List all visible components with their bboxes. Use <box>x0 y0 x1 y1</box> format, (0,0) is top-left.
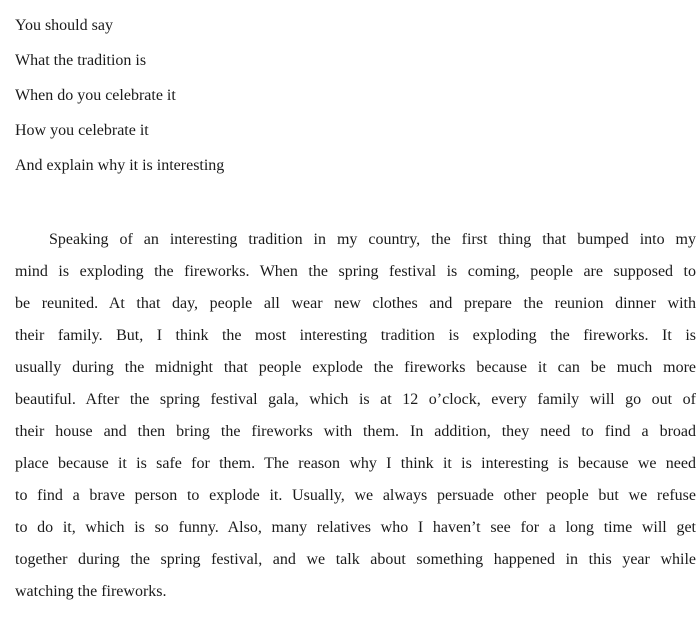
essay-line: watching the fireworks. <box>15 583 167 600</box>
prompt-line: How you celebrate it <box>15 122 149 139</box>
essay-line: to do it, which is so funny. Also, many relatives who I haven’t see for a long time will get <box>15 519 696 536</box>
prompt-list <box>15 18 224 193</box>
prompt-line: When do you celebrate it <box>15 87 176 104</box>
essay-line: usually during the midnight that people explode the fireworks because it can be much more <box>15 359 696 376</box>
essay-line: their family. But, I think the most interesting tradition is exploding the fireworks. It is <box>15 327 696 344</box>
essay-line: be reunited. At that day, people all wear new clothes and prepare the reunion dinner with <box>15 295 696 312</box>
prompt-line: You should say <box>15 17 113 34</box>
essay-line: Speaking of an interesting tradition in my country, the first thing that bumped into my <box>49 231 696 248</box>
essay-line: place because it is safe for them. The reason why I think it is interesting is because we need <box>15 455 696 472</box>
essay-paragraph <box>15 231 696 615</box>
essay-line: together during the spring festival, and we talk about something happened in this year while <box>15 551 696 568</box>
essay-line: their house and then bring the fireworks with them. In addition, they need to find a broad <box>15 423 696 440</box>
essay-line: mind is exploding the fireworks. When the spring festival is coming, people are supposed to <box>15 263 696 280</box>
essay-line: to find a brave person to explode it. Usually, we always persuade other people but we refuse <box>15 487 696 504</box>
essay-line: beautiful. After the spring festival gala, which is at 12 o’clock, every family will go out of <box>15 391 696 408</box>
prompt-line: What the tradition is <box>15 52 147 69</box>
prompt-line: And explain why it is interesting <box>15 157 225 174</box>
